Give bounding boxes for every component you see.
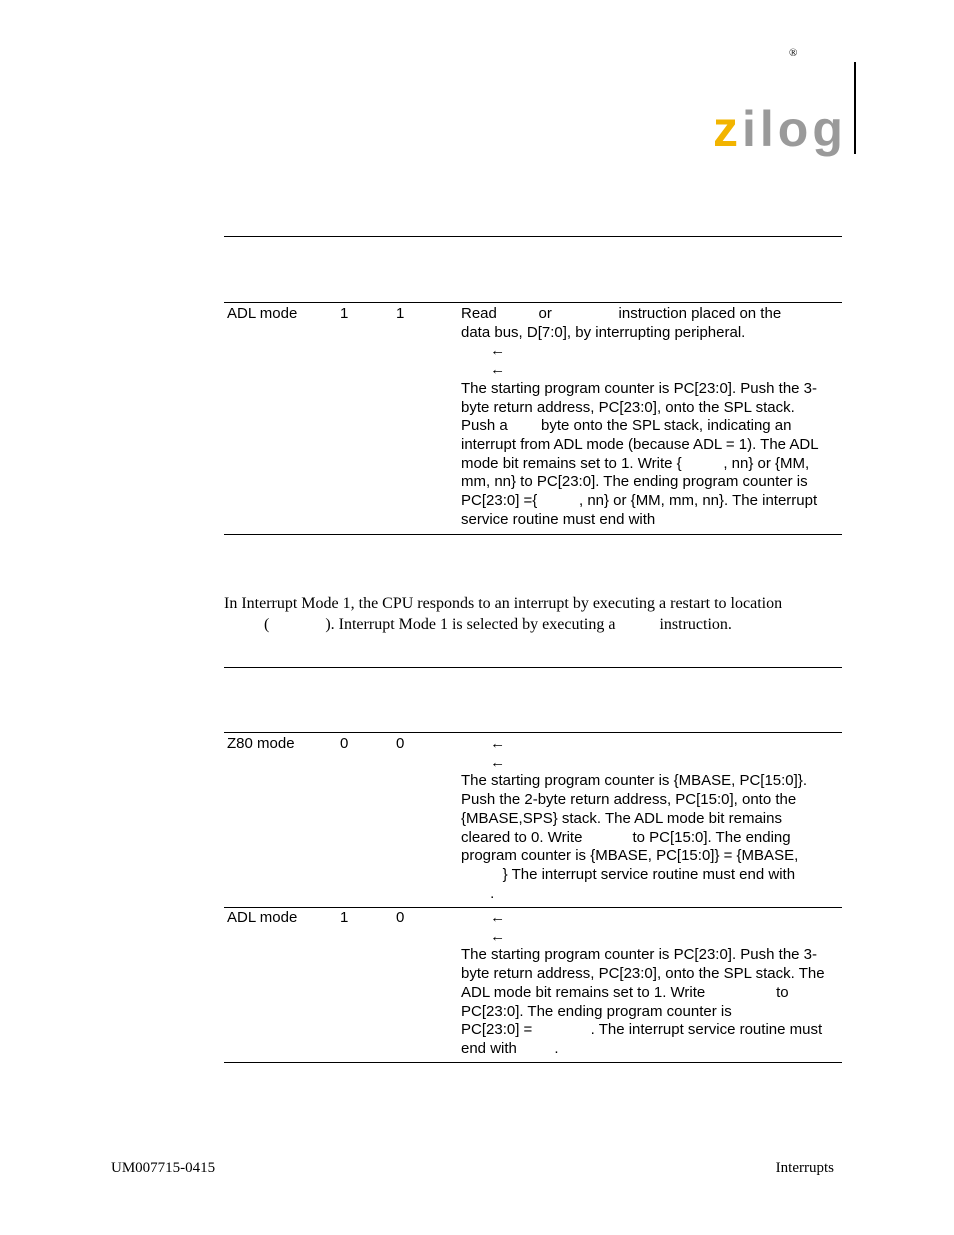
- table2-row-divider: [224, 907, 842, 908]
- desc-line: interrupt from ADL mode (because ADL = 1). The ADL: [461, 435, 819, 453]
- table2-top-rule: [224, 667, 842, 668]
- desc-line: .: [461, 884, 495, 902]
- desc-line: byte return address, PC[23:0], onto the SPL stack. The: [461, 965, 825, 983]
- desc-line: mm, nn} to PC[23:0]. The ending program counter is: [461, 473, 808, 491]
- desc-line: mode bit remains set to 1. Write { , nn} or {MM,: [461, 454, 810, 472]
- footer-doc-number: UM007715-0415: [111, 1160, 216, 1176]
- desc-line: } The interrupt service routine must end with: [461, 865, 796, 883]
- paragraph-line: In Interrupt Mode 1, the CPU responds to an interrupt by executing a restart to location: [224, 595, 783, 612]
- operation-description: [461, 909, 839, 1059]
- body-paragraph: [224, 593, 844, 635]
- desc-line: ←: [461, 361, 506, 379]
- logo-letters-ilog: ilog: [742, 101, 847, 157]
- desc-line: PC[23:0] ={ , nn} or {MM, mm, nn}. The interrupt: [461, 492, 818, 510]
- desc-line: The starting program counter is PC[23:0]. Push the 3-: [461, 946, 818, 964]
- logo-letter-z: z: [713, 101, 742, 157]
- header-divider: [854, 62, 856, 154]
- desc-line: data bus, D[7:0], by interrupting peripheral.: [461, 323, 746, 341]
- desc-line: PC[23:0] = . The interrupt service routine must: [461, 1021, 823, 1039]
- table2-bottom-rule: [224, 1062, 842, 1063]
- desc-line: byte return address, PC[23:0], onto the SPL stack.: [461, 398, 795, 416]
- desc-line: Push a byte onto the SPL stack, indicating an: [461, 417, 792, 435]
- operation-description: [461, 735, 839, 903]
- paragraph-line: ( ). Interrupt Mode 1 is selected by executing a instruction.: [224, 616, 732, 633]
- desc-line: Read or instruction placed on the: [461, 305, 782, 322]
- desc-line: end with .: [461, 1039, 559, 1057]
- mode-cell: Z80 mode: [227, 735, 295, 752]
- desc-line: ←: [461, 342, 506, 360]
- desc-line: ←: [461, 735, 506, 752]
- footer-section-name: Interrupts: [775, 1160, 834, 1176]
- madl-cell: 0: [396, 735, 405, 752]
- desc-line: ←: [461, 927, 506, 945]
- desc-line: Push the 2-byte return address, PC[15:0], onto the: [461, 791, 797, 809]
- adl-cell: 0: [340, 735, 349, 752]
- desc-line: ADL mode bit remains set to 1. Write to: [461, 983, 789, 1001]
- registered-mark: ®: [789, 47, 798, 59]
- mode-cell: ADL mode: [227, 305, 298, 322]
- desc-line: cleared to 0. Write to PC[15:0]. The ending: [461, 828, 791, 846]
- desc-line: PC[23:0]. The ending program counter is: [461, 1002, 732, 1020]
- adl-cell: 1: [340, 305, 349, 322]
- desc-line: program counter is {MBASE, PC[15:0]} = {MBASE,: [461, 847, 799, 865]
- desc-line: ←: [461, 753, 506, 771]
- adl-cell: 1: [340, 909, 349, 926]
- table1-top-rule: [224, 236, 842, 237]
- desc-line: The starting program counter is PC[23:0]. Push the 3-: [461, 379, 818, 397]
- mode-cell: ADL mode: [227, 909, 298, 926]
- madl-cell: 1: [396, 305, 405, 322]
- table1-bottom-rule: [224, 534, 842, 535]
- zilog-logo: [713, 100, 847, 158]
- desc-line: service routine must end with: [461, 510, 656, 528]
- table2-header-rule: [224, 732, 842, 733]
- desc-line: ←: [461, 909, 506, 926]
- operation-description: [461, 305, 839, 529]
- desc-line: The starting program counter is {MBASE, PC[15:0]}.: [461, 772, 807, 790]
- desc-line: {MBASE,SPS} stack. The ADL mode bit remains: [461, 809, 782, 827]
- table1-header-rule: [224, 302, 842, 303]
- madl-cell: 0: [396, 909, 405, 926]
